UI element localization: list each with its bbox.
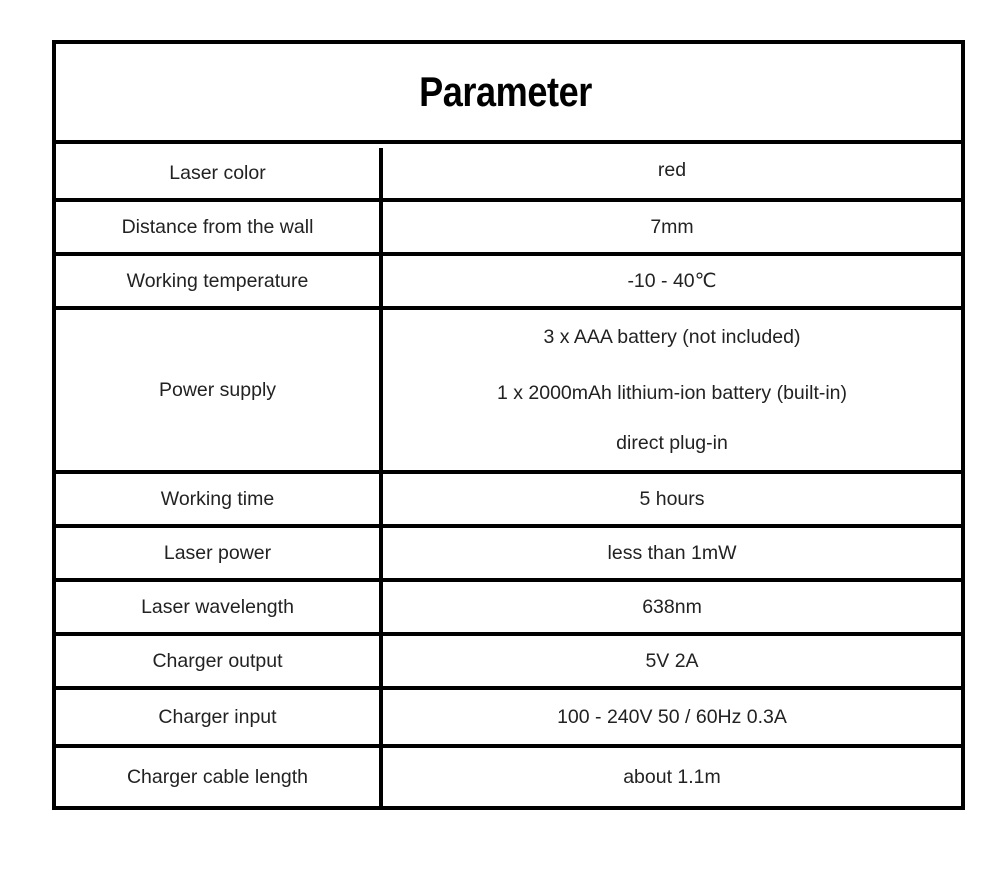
table-row: [56, 256, 961, 310]
table-row: [56, 636, 961, 690]
table-row: [56, 474, 961, 528]
table-title: Parameter: [419, 68, 592, 115]
row-label: Working time: [56, 474, 383, 524]
row-label: Charger output: [56, 636, 383, 686]
row-value-line: 1 x 2000mAh lithium-ion battery (built-in): [496, 381, 848, 404]
table-row: [56, 582, 961, 636]
row-value: 638nm: [642, 595, 702, 618]
table-row: [56, 528, 961, 582]
row-value: 7mm: [650, 215, 694, 238]
row-value-line: direct plug-in: [616, 431, 728, 454]
row-value: 5V 2A: [645, 649, 699, 672]
parameter-table: [52, 40, 965, 810]
row-value: -10 - 40℃: [627, 270, 717, 292]
row-value-list: [383, 310, 961, 470]
row-value: 5 hours: [639, 487, 705, 510]
row-value: red: [657, 158, 687, 181]
row-label: Charger input: [56, 690, 383, 744]
row-label: Laser power: [56, 528, 383, 578]
table-row: [56, 690, 961, 748]
table-row: [56, 310, 961, 474]
table-row: [56, 748, 961, 806]
row-label: Working temperature: [56, 256, 383, 306]
row-label: Laser wavelength: [56, 582, 383, 632]
row-value: less than 1mW: [607, 541, 737, 564]
row-label: Laser color: [56, 148, 383, 198]
table-row: [56, 148, 961, 202]
row-value: about 1.1m: [623, 765, 721, 788]
table-header: [56, 44, 961, 144]
row-label: Power supply: [56, 310, 383, 470]
row-label: Distance from the wall: [56, 202, 383, 252]
row-value: 100 - 240V 50 / 60Hz 0.3A: [557, 705, 787, 728]
row-value-line: 3 x AAA battery (not included): [543, 325, 801, 348]
table-row: [56, 202, 961, 256]
row-label: Charger cable length: [56, 748, 383, 806]
